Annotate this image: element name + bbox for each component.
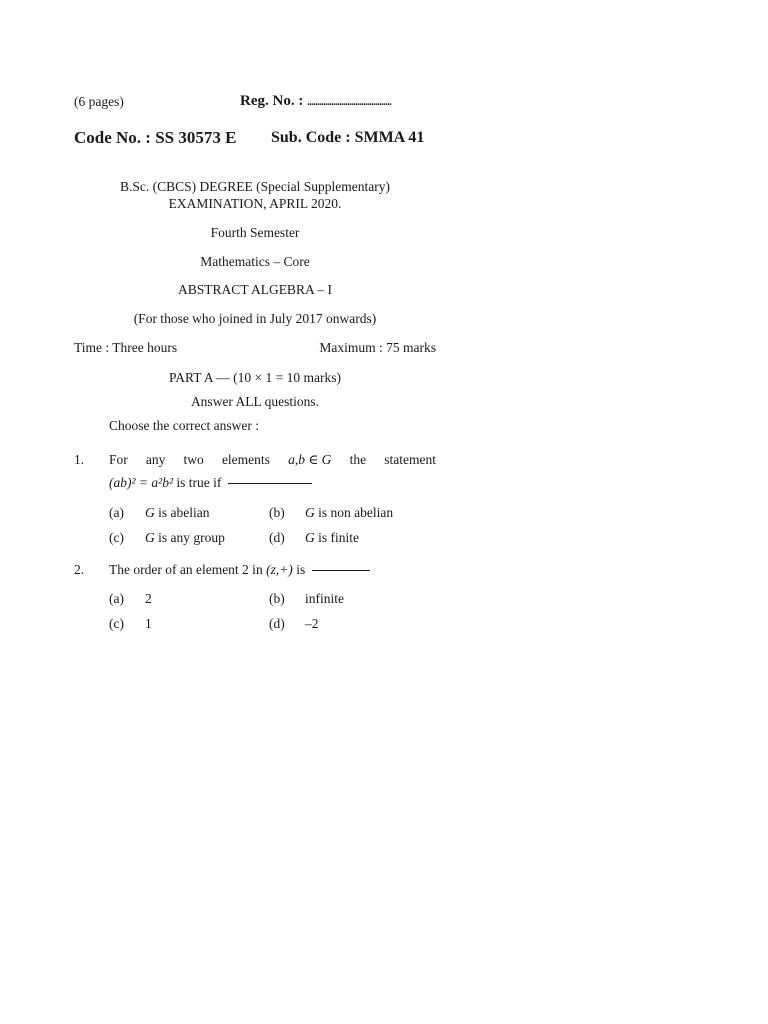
option-label: (b)	[269, 591, 285, 606]
option-text	[145, 505, 209, 521]
reg-no	[240, 93, 391, 110]
option-label: (c)	[109, 616, 124, 631]
word: statement	[384, 452, 436, 467]
math-expression: a,b ∈ G	[288, 452, 332, 467]
reg-no-dots: ..........................................	[307, 97, 392, 108]
sub-code: Sub. Code : SMMA 41	[271, 129, 425, 146]
option-label: (c)	[109, 530, 124, 545]
option-text: –2	[305, 616, 319, 631]
exam-line: EXAMINATION, APRIL 2020.	[168, 196, 342, 211]
option-label: (a)	[109, 591, 124, 606]
question-1-line-1	[109, 452, 436, 468]
math-var: G	[145, 505, 155, 520]
question-2-text	[109, 562, 370, 578]
semester: Fourth Semester	[210, 225, 300, 240]
question-number: 1.	[74, 452, 85, 467]
option-body: is finite	[318, 530, 359, 545]
question-text: is true if	[176, 475, 222, 490]
part-a-title: PART A — (10 × 1 = 10 marks)	[169, 370, 341, 385]
option-label: (a)	[109, 505, 124, 520]
math-expression: (z,+)	[266, 562, 293, 577]
code-no: Code No. : SS 30573 E	[74, 128, 237, 147]
part-a-instruction: Answer ALL questions.	[190, 394, 320, 409]
math-var: G	[305, 530, 315, 545]
option-body: is any group	[158, 530, 225, 545]
option-text	[305, 530, 359, 546]
question-number: 2.	[74, 562, 85, 577]
paper-title: ABSTRACT ALGEBRA – I	[178, 282, 332, 297]
math-var: G	[305, 505, 315, 520]
question-text: is	[296, 562, 306, 577]
option-text	[145, 530, 225, 546]
word: the	[349, 452, 367, 467]
option-text: infinite	[305, 591, 344, 606]
option-text: 2	[145, 591, 152, 606]
time-limit: Time : Three hours	[74, 340, 178, 355]
word: two	[183, 452, 204, 467]
word: elements	[221, 452, 270, 467]
answer-blank	[312, 570, 370, 571]
math-var: G	[145, 530, 155, 545]
option-text	[305, 505, 393, 521]
option-body: is abelian	[158, 505, 210, 520]
option-label: (b)	[269, 505, 285, 520]
degree-line: B.Sc. (CBCS) DEGREE (Special Supplementary)	[120, 179, 390, 194]
math-expression: (ab)² = a²b²	[109, 475, 173, 490]
reg-no-label: Reg. No. :	[240, 93, 304, 109]
part-a-prompt: Choose the correct answer :	[109, 418, 259, 433]
answer-blank	[228, 483, 312, 484]
option-text: 1	[145, 616, 152, 631]
question-1-line-2	[109, 475, 312, 491]
batch-note: (For those who joined in July 2017 onwards)	[133, 311, 377, 326]
exam-page	[74, 0, 436, 1024]
option-body: is non abelian	[318, 505, 394, 520]
subject: Mathematics – Core	[200, 254, 310, 269]
max-marks: Maximum : 75 marks	[319, 340, 436, 355]
option-label: (d)	[269, 530, 285, 545]
option-label: (d)	[269, 616, 285, 631]
question-text: The order of an element 2 in	[109, 562, 263, 577]
page-count: (6 pages)	[74, 94, 124, 109]
word: any	[145, 452, 166, 467]
word: For	[109, 452, 128, 467]
